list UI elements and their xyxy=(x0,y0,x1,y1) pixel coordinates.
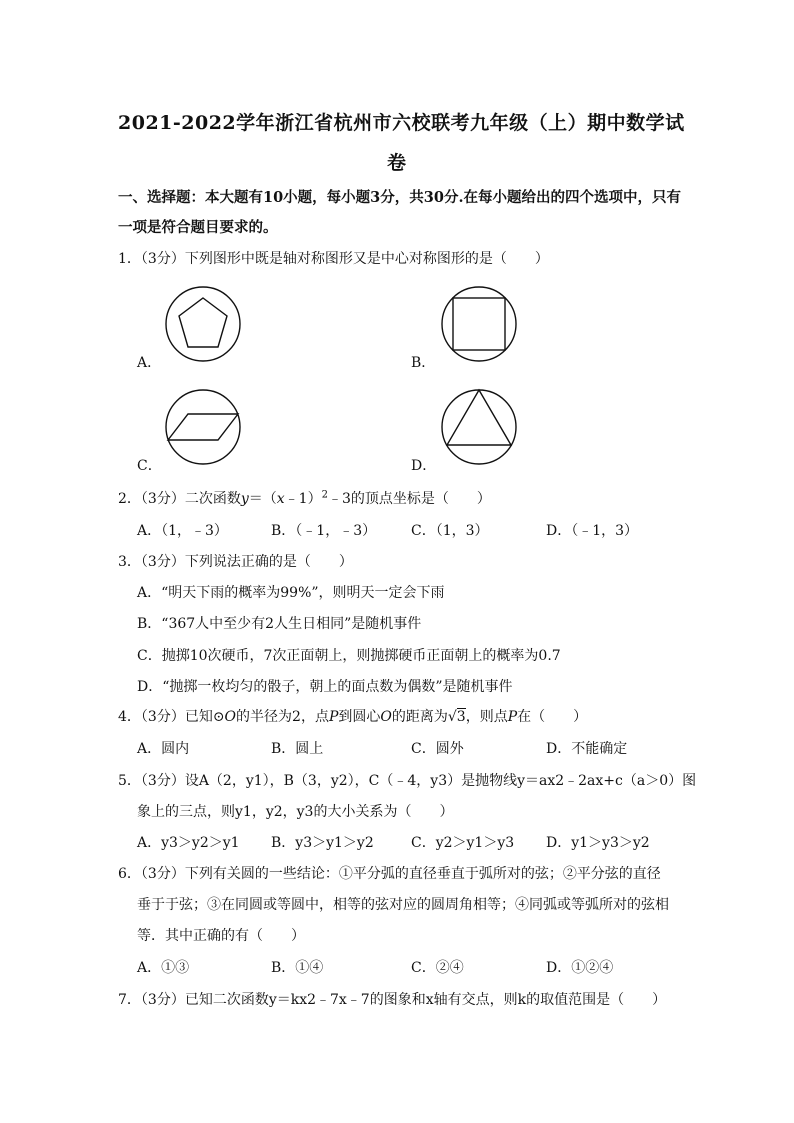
q5-line-2: 象上的三点，则y1，y2，y3的大小关系为（ ） xyxy=(137,804,454,820)
pentagon-in-circle-figure xyxy=(164,285,242,363)
q4-option-a: A．圆内 xyxy=(137,741,190,757)
q1-option-a: A． xyxy=(137,355,162,371)
q6-line-2: 垂于于弦；③在同圆或等圆中，相等的弦对应的圆周角相等；④同弧或等弧所对的弦相 xyxy=(137,897,669,913)
q7-stem: 7．（3分）已知二次函数y＝kx2﹣7x﹣7的图象和x轴有交点，则k的取值范围是（ ） xyxy=(118,992,667,1008)
q6-option-d: D．①②④ xyxy=(546,960,614,976)
title-line-1: 2021-2022学年浙江省杭州市六校联考九年级（上）期中数学试 xyxy=(118,112,685,134)
q5-option-c: C．y2＞y1＞y3 xyxy=(411,835,515,851)
q6-option-c: C．②④ xyxy=(411,960,464,976)
square-in-circle-figure xyxy=(440,285,518,363)
q4-stem: 4．（3分）已知⊙O的半径为2，点P到圆心O的距离为√3，则点P在（ ） xyxy=(118,709,588,725)
q5-option-b: B．y3＞y1＞y2 xyxy=(271,835,374,851)
section-header-line-1: 一、选择题：本大题有10小题，每小题3分，共30分.在每小题给出的四个选项中，只有 xyxy=(118,189,681,206)
q6-option-a: A．①③ xyxy=(137,960,190,976)
sqrt-symbol: √3 xyxy=(447,709,466,725)
parallelogram-in-circle-figure xyxy=(164,388,242,466)
q2-option-b: B．（﹣1，﹣3） xyxy=(271,523,377,539)
q3-option-d: D．“抛掷一枚均匀的骰子，朝上的面点数为偶数”是随机事件 xyxy=(137,679,513,695)
q1-stem: 1．（3分）下列图形中既是轴对称图形又是中心对称图形的是（ ） xyxy=(118,251,549,267)
section-header-line-2: 一项是符合题目要求的。 xyxy=(118,219,278,236)
title-line-2: 卷 xyxy=(387,152,407,174)
triangle-in-circle-figure xyxy=(440,388,518,466)
q3-option-b: B．“367人中至少有2人生日相同”是随机事件 xyxy=(137,616,422,632)
q4-option-c: C．圆外 xyxy=(411,741,464,757)
q5-option-a: A．y3＞y2＞y1 xyxy=(137,835,240,851)
q1-option-b: B． xyxy=(411,355,436,371)
q1-option-d: D． xyxy=(411,458,437,474)
q6-option-b: B．①④ xyxy=(271,960,324,976)
q4-option-b: B．圆上 xyxy=(271,741,324,757)
q2-option-a: A．（1，﹣3） xyxy=(137,523,228,539)
q3-option-a: A．“明天下雨的概率为99%”，则明天一定会下雨 xyxy=(137,585,445,601)
q1-option-c: C． xyxy=(137,458,162,474)
q5-line-1: 5．（3分）设A（2，y1），B（3，y2），C（﹣4，y3）是抛物线y＝ax2﹣2ax+c（a＞0）图 xyxy=(118,773,697,789)
q3-stem: 3．（3分）下列说法正确的是（ ） xyxy=(118,554,353,570)
q2-option-d: D．（﹣1，3） xyxy=(546,523,639,539)
q3-option-c: C．抛掷10次硬币，7次正面朝上，则抛掷硬币正面朝上的概率为0.7 xyxy=(137,648,561,664)
q5-option-d: D．y1＞y3＞y2 xyxy=(546,835,650,851)
q2-option-c: C．（1，3） xyxy=(411,523,489,539)
q6-line-3: 等．其中正确的有（ ） xyxy=(137,928,305,944)
q6-line-1: 6．（3分）下列有关圆的一些结论：①平分弧的直径垂直于弧所对的弦；②平分弦的直径 xyxy=(118,866,661,882)
q4-option-d: D．不能确定 xyxy=(546,741,628,757)
q2-stem: 2．（3分）二次函数y＝（x﹣1）$^2$﹣3的顶点坐标是（ ） xyxy=(118,489,491,507)
